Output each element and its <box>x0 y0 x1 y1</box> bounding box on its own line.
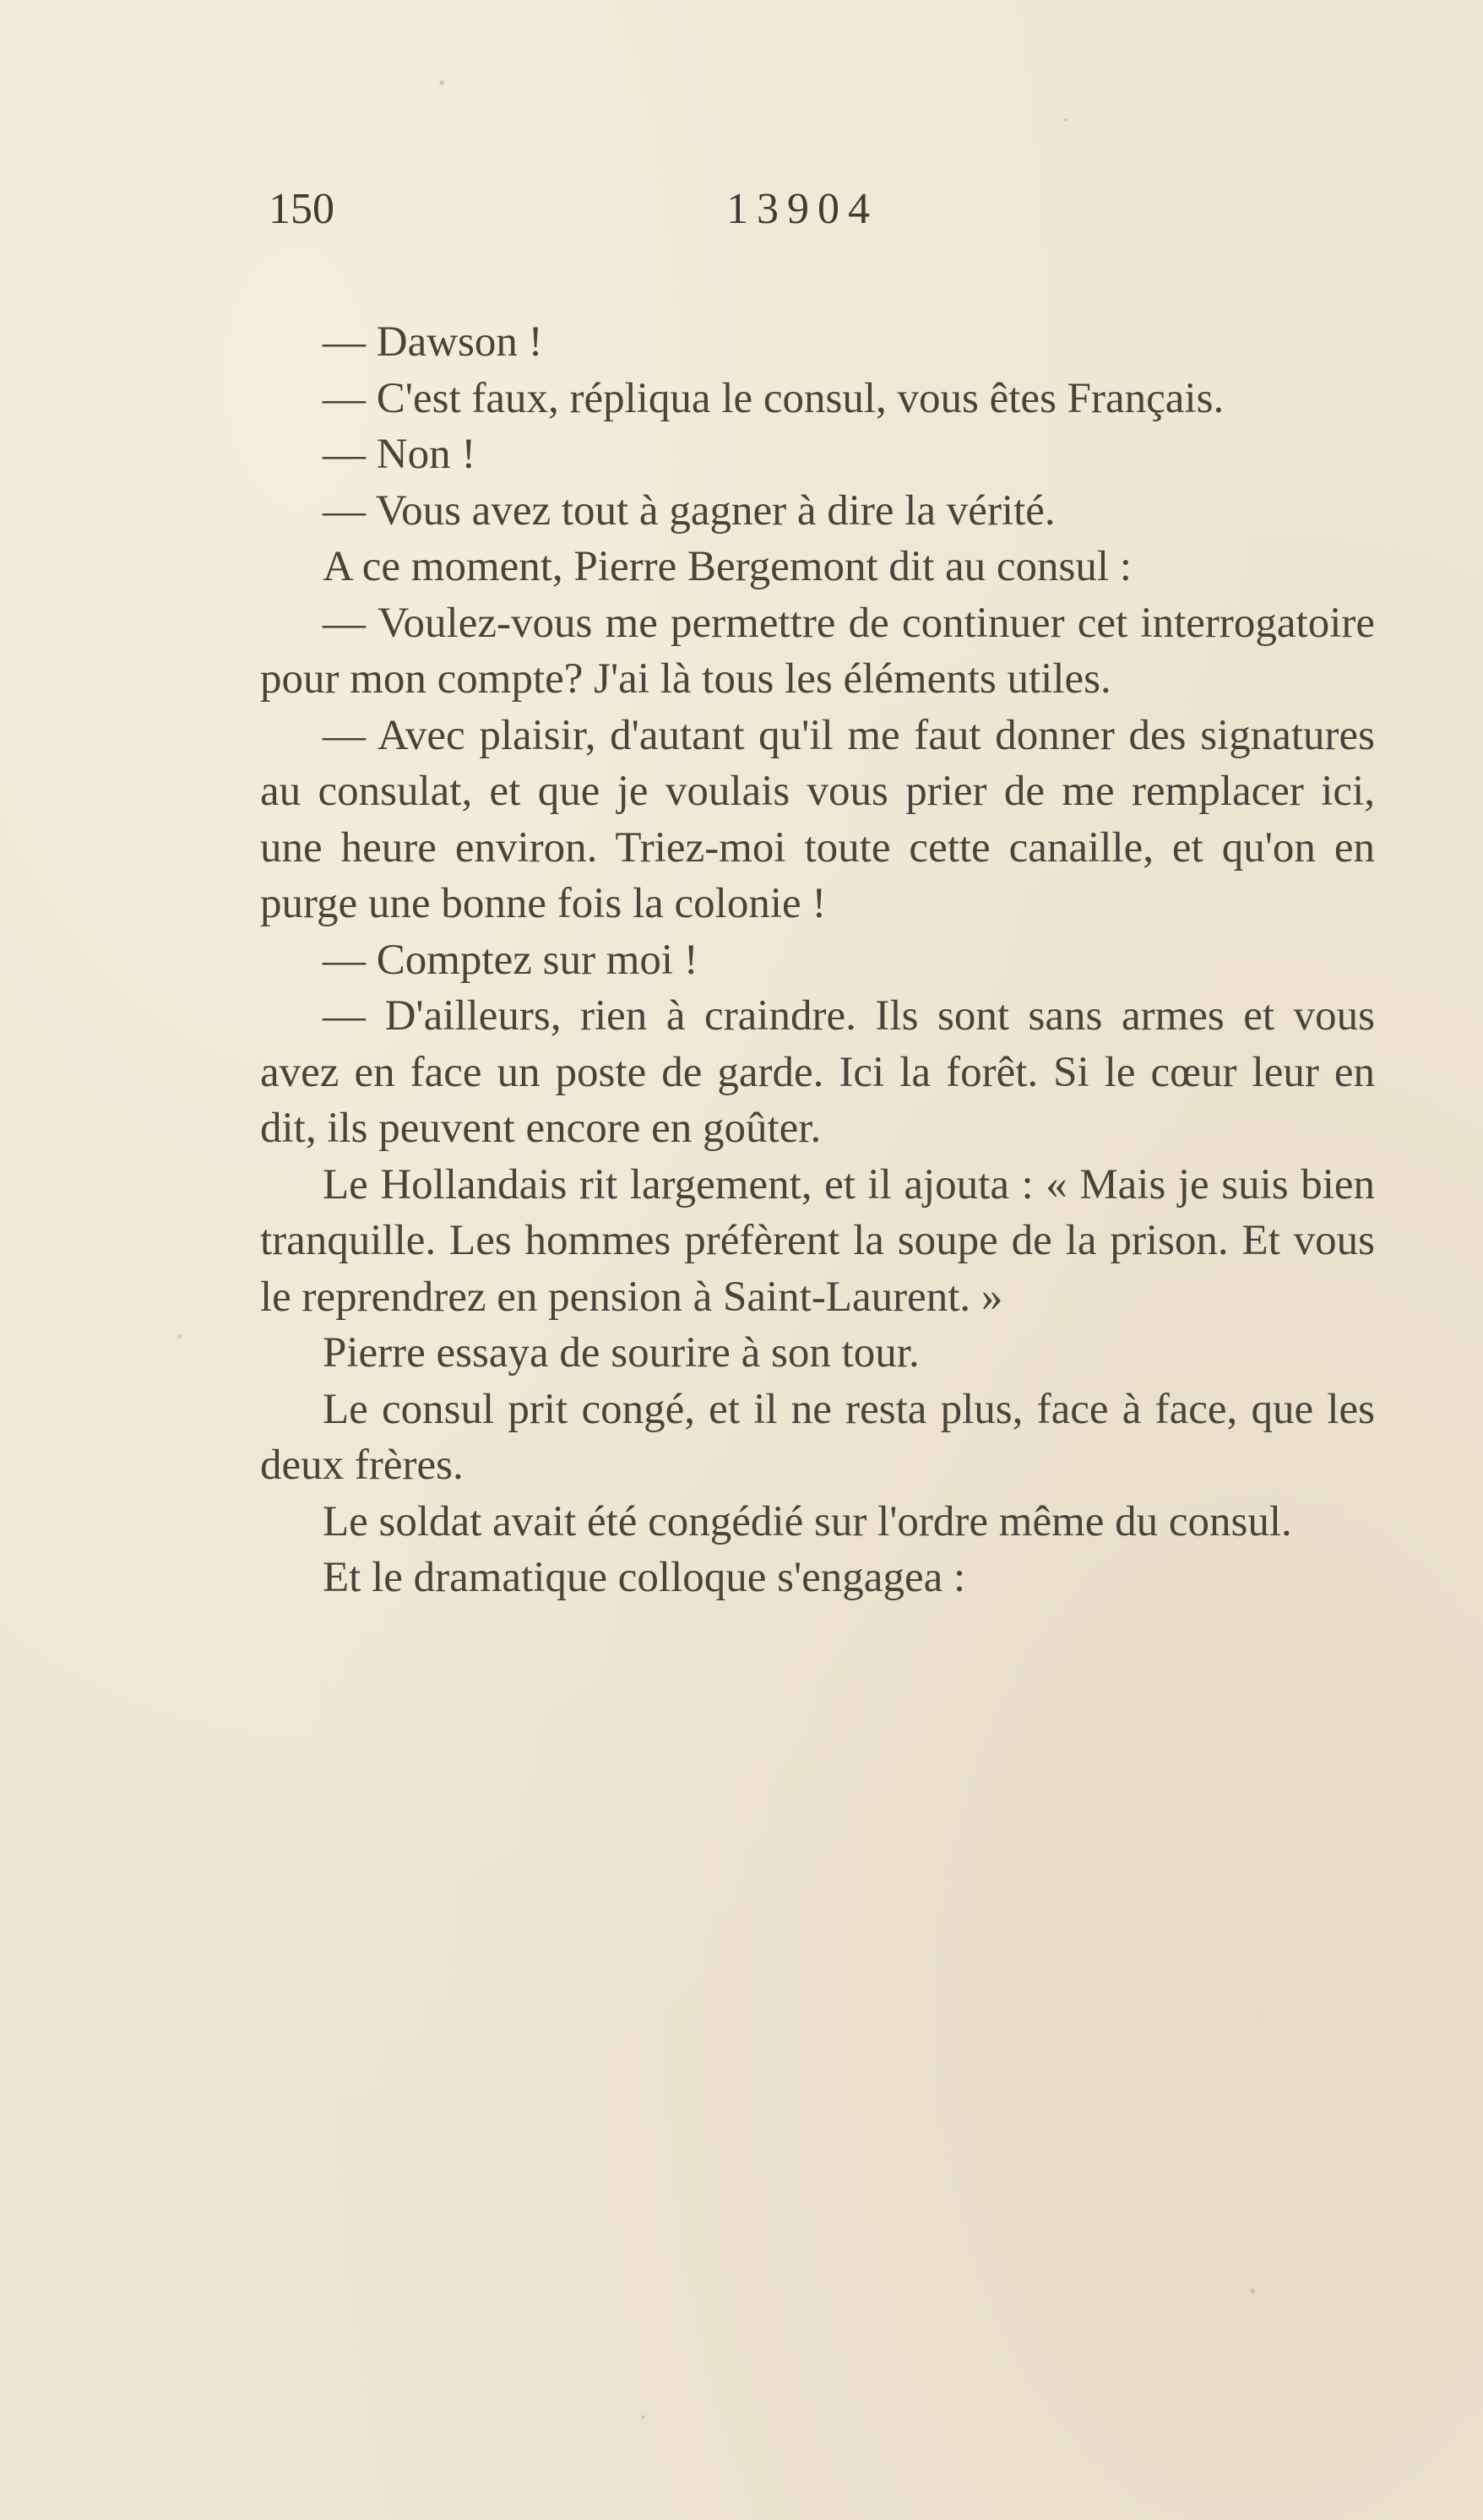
paragraph: A ce moment, Pierre Bergemont dit au consul : <box>323 543 1132 590</box>
paragraph: Et le dramatique colloque s'engagea : <box>323 1554 966 1601</box>
paragraph: — D'ailleurs, rien à craindre. Ils sont sans armes et vous avez en face un poste de garde. Ici la forêt. Si le cœur leur en dit, ils peuvent encore en goûter. <box>260 992 1375 1152</box>
running-head <box>269 184 1375 243</box>
body-text <box>260 314 1375 1606</box>
paper-speck <box>1064 118 1067 122</box>
paper-speck <box>1250 2289 1255 2294</box>
paragraph: Pierre essaya de sourire à son tour. <box>323 1329 920 1377</box>
paragraph: Le consul prit congé, et il ne resta plus, face à face, que les deux frères. <box>260 1385 1375 1489</box>
paper-speck <box>439 80 444 85</box>
paragraph: — Dawson ! <box>323 318 543 366</box>
paper-speck <box>642 2415 645 2419</box>
paper-speck <box>177 1334 182 1339</box>
running-title: 13904 <box>726 185 878 233</box>
paragraph: — Avec plaisir, d'autant qu'il me faut donner des signatures au consulat, et que je voulais vous prier de me remplacer ici, une heure environ. Triez-moi toute cette canaille, et qu'on en purge une bonne fois la colonie ! <box>260 711 1375 927</box>
page-number: 150 <box>269 185 334 233</box>
paragraph: Le soldat avait été congédié sur l'ordre même du consul. <box>323 1497 1292 1545</box>
paragraph: Le Hollandais rit largement, et il ajouta : « Mais je suis bien tranquille. Les hommes préfèrent la soupe de la prison. Et vous le reprendrez en pension à Saint-Laurent. » <box>260 1160 1375 1321</box>
paragraph: — Comptez sur moi ! <box>323 936 698 984</box>
paragraph: — Non ! <box>323 431 476 478</box>
paragraph: — Voulez-vous me permettre de continuer cet interrogatoire pour mon compte? J'ai là tous les éléments utiles. <box>260 599 1375 703</box>
paragraph: — Vous avez tout à gagner à dire la vérité. <box>323 486 1056 535</box>
paragraph: — C'est faux, répliqua le consul, vous êtes Français. <box>323 374 1225 422</box>
